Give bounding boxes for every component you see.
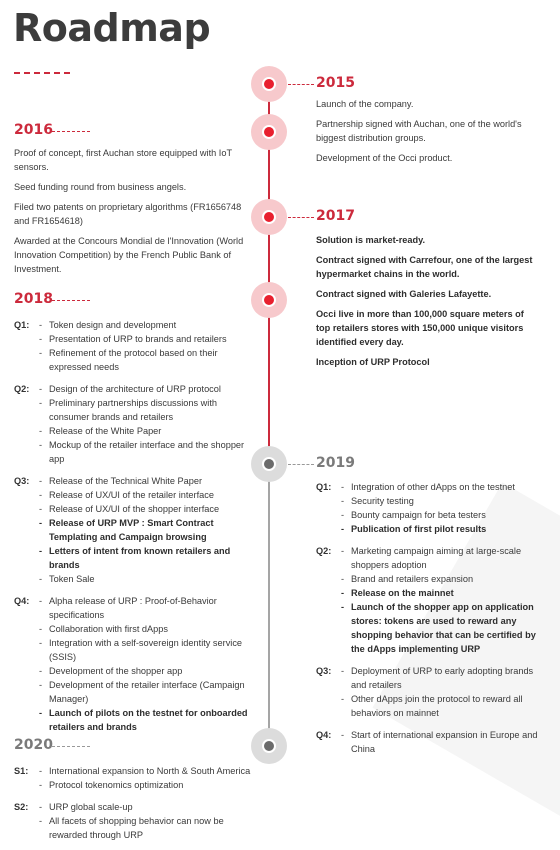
list-item: - Marketing campaign aiming at large-scale shoppers adoption bbox=[340, 544, 538, 572]
section-2016 bbox=[14, 146, 250, 282]
year-label-2020: 2020 bbox=[14, 737, 53, 753]
list-item: - Letters of intent from known retailers and brands bbox=[38, 544, 258, 572]
list-item: - Other dApps join the protocol to reward all behaviors on mainnet bbox=[340, 692, 538, 720]
list-item: - Release of the Technical White Paper bbox=[38, 474, 258, 488]
list-item: - Release of UX/UI of the retailer interface bbox=[38, 488, 258, 502]
milestone-text: Awarded at the Concours Mondial de l'Innovation (World Innovation Competition) by the French Public Bank of Investment. bbox=[14, 236, 244, 274]
list-item: - Release of URP MVP : Smart Contract Templating and Campaign browsing bbox=[38, 516, 258, 544]
milestone-text: Contract signed with Galeries Lafayette. bbox=[316, 289, 492, 299]
milestone-text: Inception of URP Protocol bbox=[316, 357, 430, 367]
quarter-q3 bbox=[14, 474, 258, 586]
connector-2015 bbox=[288, 84, 314, 85]
quarter-label: Q2: bbox=[14, 384, 30, 394]
milestone-text: Filed two patents on proprietary algorithms (FR1656748 and FR1654618) bbox=[14, 202, 242, 226]
year-label-2018: 2018 bbox=[14, 291, 53, 307]
timeline-node-2018 bbox=[251, 282, 287, 318]
section-2015 bbox=[316, 97, 548, 171]
milestone-text: Development of the Occi product. bbox=[316, 153, 453, 163]
semester-s1 bbox=[14, 764, 258, 792]
list-item: - Release of UX/UI of the shopper interface bbox=[38, 502, 258, 516]
quarter-label: Q4: bbox=[14, 596, 30, 606]
milestone-text: Contract signed with Carrefour, one of the largest hypermarket chains in the world. bbox=[316, 255, 533, 279]
timeline-node-2015 bbox=[251, 66, 287, 102]
quarter-q2 bbox=[316, 544, 538, 656]
list-item: - All facets of shopping behavior can now be rewarded through URP bbox=[38, 814, 258, 842]
quarter-q4 bbox=[14, 594, 258, 734]
year-label-2016: 2016 bbox=[14, 122, 53, 138]
connector-2017 bbox=[288, 217, 314, 218]
year-dash-2020 bbox=[52, 746, 90, 747]
milestone-text: Solution is market-ready. bbox=[316, 235, 426, 245]
milestone-text: Seed funding round from business angels. bbox=[14, 182, 187, 192]
year-dash-2016 bbox=[52, 131, 90, 132]
semester-s2 bbox=[14, 800, 258, 842]
quarter-label: Q2: bbox=[316, 546, 332, 556]
list-item: - Launch of the shopper app on application stores: tokens are used to reward any shopping behavior that can be certified by the dApps implementing URP bbox=[340, 600, 538, 656]
list-item: - Release on the mainnet bbox=[340, 586, 538, 600]
list-item: - Bounty campaign for beta testers bbox=[340, 508, 538, 522]
list-item: - Collaboration with first dApps bbox=[38, 622, 258, 636]
section-2019 bbox=[316, 480, 538, 764]
quarter-q1 bbox=[14, 318, 258, 374]
milestone-text: Occi live in more than 100,000 square meters of top retailers stores with 150,000 unique visitors identified every day. bbox=[316, 309, 524, 347]
list-item: - Security testing bbox=[340, 494, 538, 508]
quarter-q4 bbox=[316, 728, 538, 756]
year-label-2017: 2017 bbox=[316, 208, 355, 224]
list-item: - Launch of pilots on the testnet for onboarded retailers and brands bbox=[38, 706, 258, 734]
year-dash-2018 bbox=[52, 300, 90, 301]
year-label-2019: 2019 bbox=[316, 455, 355, 471]
quarter-label: Q1: bbox=[14, 320, 30, 330]
list-item: - Integration of other dApps on the testnet bbox=[340, 480, 538, 494]
list-item: - Design of the architecture of URP protocol bbox=[38, 382, 258, 396]
section-2018 bbox=[14, 318, 258, 742]
milestone-text: Partnership signed with Auchan, one of the world's biggest distribution groups. bbox=[316, 119, 522, 143]
section-2020 bbox=[14, 764, 258, 850]
milestone-text: Proof of concept, first Auchan store equipped with IoT sensors. bbox=[14, 148, 232, 172]
list-item: - Publication of first pilot results bbox=[340, 522, 538, 536]
timeline-node-2016 bbox=[251, 114, 287, 150]
list-item: - Brand and retailers expansion bbox=[340, 572, 538, 586]
quarter-q1 bbox=[316, 480, 538, 536]
quarter-q2 bbox=[14, 382, 258, 466]
connector-2019 bbox=[288, 464, 314, 465]
list-item: - Integration with a self-sovereign identity service (SSIS) bbox=[38, 636, 258, 664]
list-item: - Start of international expansion in Europe and China bbox=[340, 728, 538, 756]
list-item: - Token design and development bbox=[38, 318, 258, 332]
list-item: - URP global scale-up bbox=[38, 800, 258, 814]
milestone-text: Launch of the company. bbox=[316, 99, 414, 109]
semester-label: S2: bbox=[14, 802, 29, 812]
list-item: - Presentation of URP to brands and retailers bbox=[38, 332, 258, 346]
list-item: - Token Sale bbox=[38, 572, 258, 586]
list-item: - Deployment of URP to early adopting brands and retailers bbox=[340, 664, 538, 692]
quarter-label: Q3: bbox=[14, 476, 30, 486]
list-item: - Alpha release of URP : Proof-of-Behavior specifications bbox=[38, 594, 258, 622]
quarter-label: Q1: bbox=[316, 482, 332, 492]
quarter-label: Q3: bbox=[316, 666, 332, 676]
list-item: - International expansion to North & South America bbox=[38, 764, 258, 778]
timeline-node-2017 bbox=[251, 199, 287, 235]
list-item: - Protocol tokenomics optimization bbox=[38, 778, 258, 792]
list-item: - Development of the retailer interface (Campaign Manager) bbox=[38, 678, 258, 706]
page-title: Roadmap bbox=[13, 6, 211, 50]
semester-label: S1: bbox=[14, 766, 29, 776]
list-item: - Refinement of the protocol based on their expressed needs bbox=[38, 346, 258, 374]
year-label-2015: 2015 bbox=[316, 75, 355, 91]
timeline-spine-future bbox=[268, 463, 270, 748]
section-2017 bbox=[316, 233, 538, 375]
quarter-label: Q4: bbox=[316, 730, 332, 740]
list-item: - Preliminary partnerships discussions with consumer brands and retailers bbox=[38, 396, 258, 424]
title-underline bbox=[14, 72, 70, 74]
list-item: - Development of the shopper app bbox=[38, 664, 258, 678]
list-item: - Mockup of the retailer interface and the shopper app bbox=[38, 438, 258, 466]
quarter-q3 bbox=[316, 664, 538, 720]
list-item: - Release of the White Paper bbox=[38, 424, 258, 438]
